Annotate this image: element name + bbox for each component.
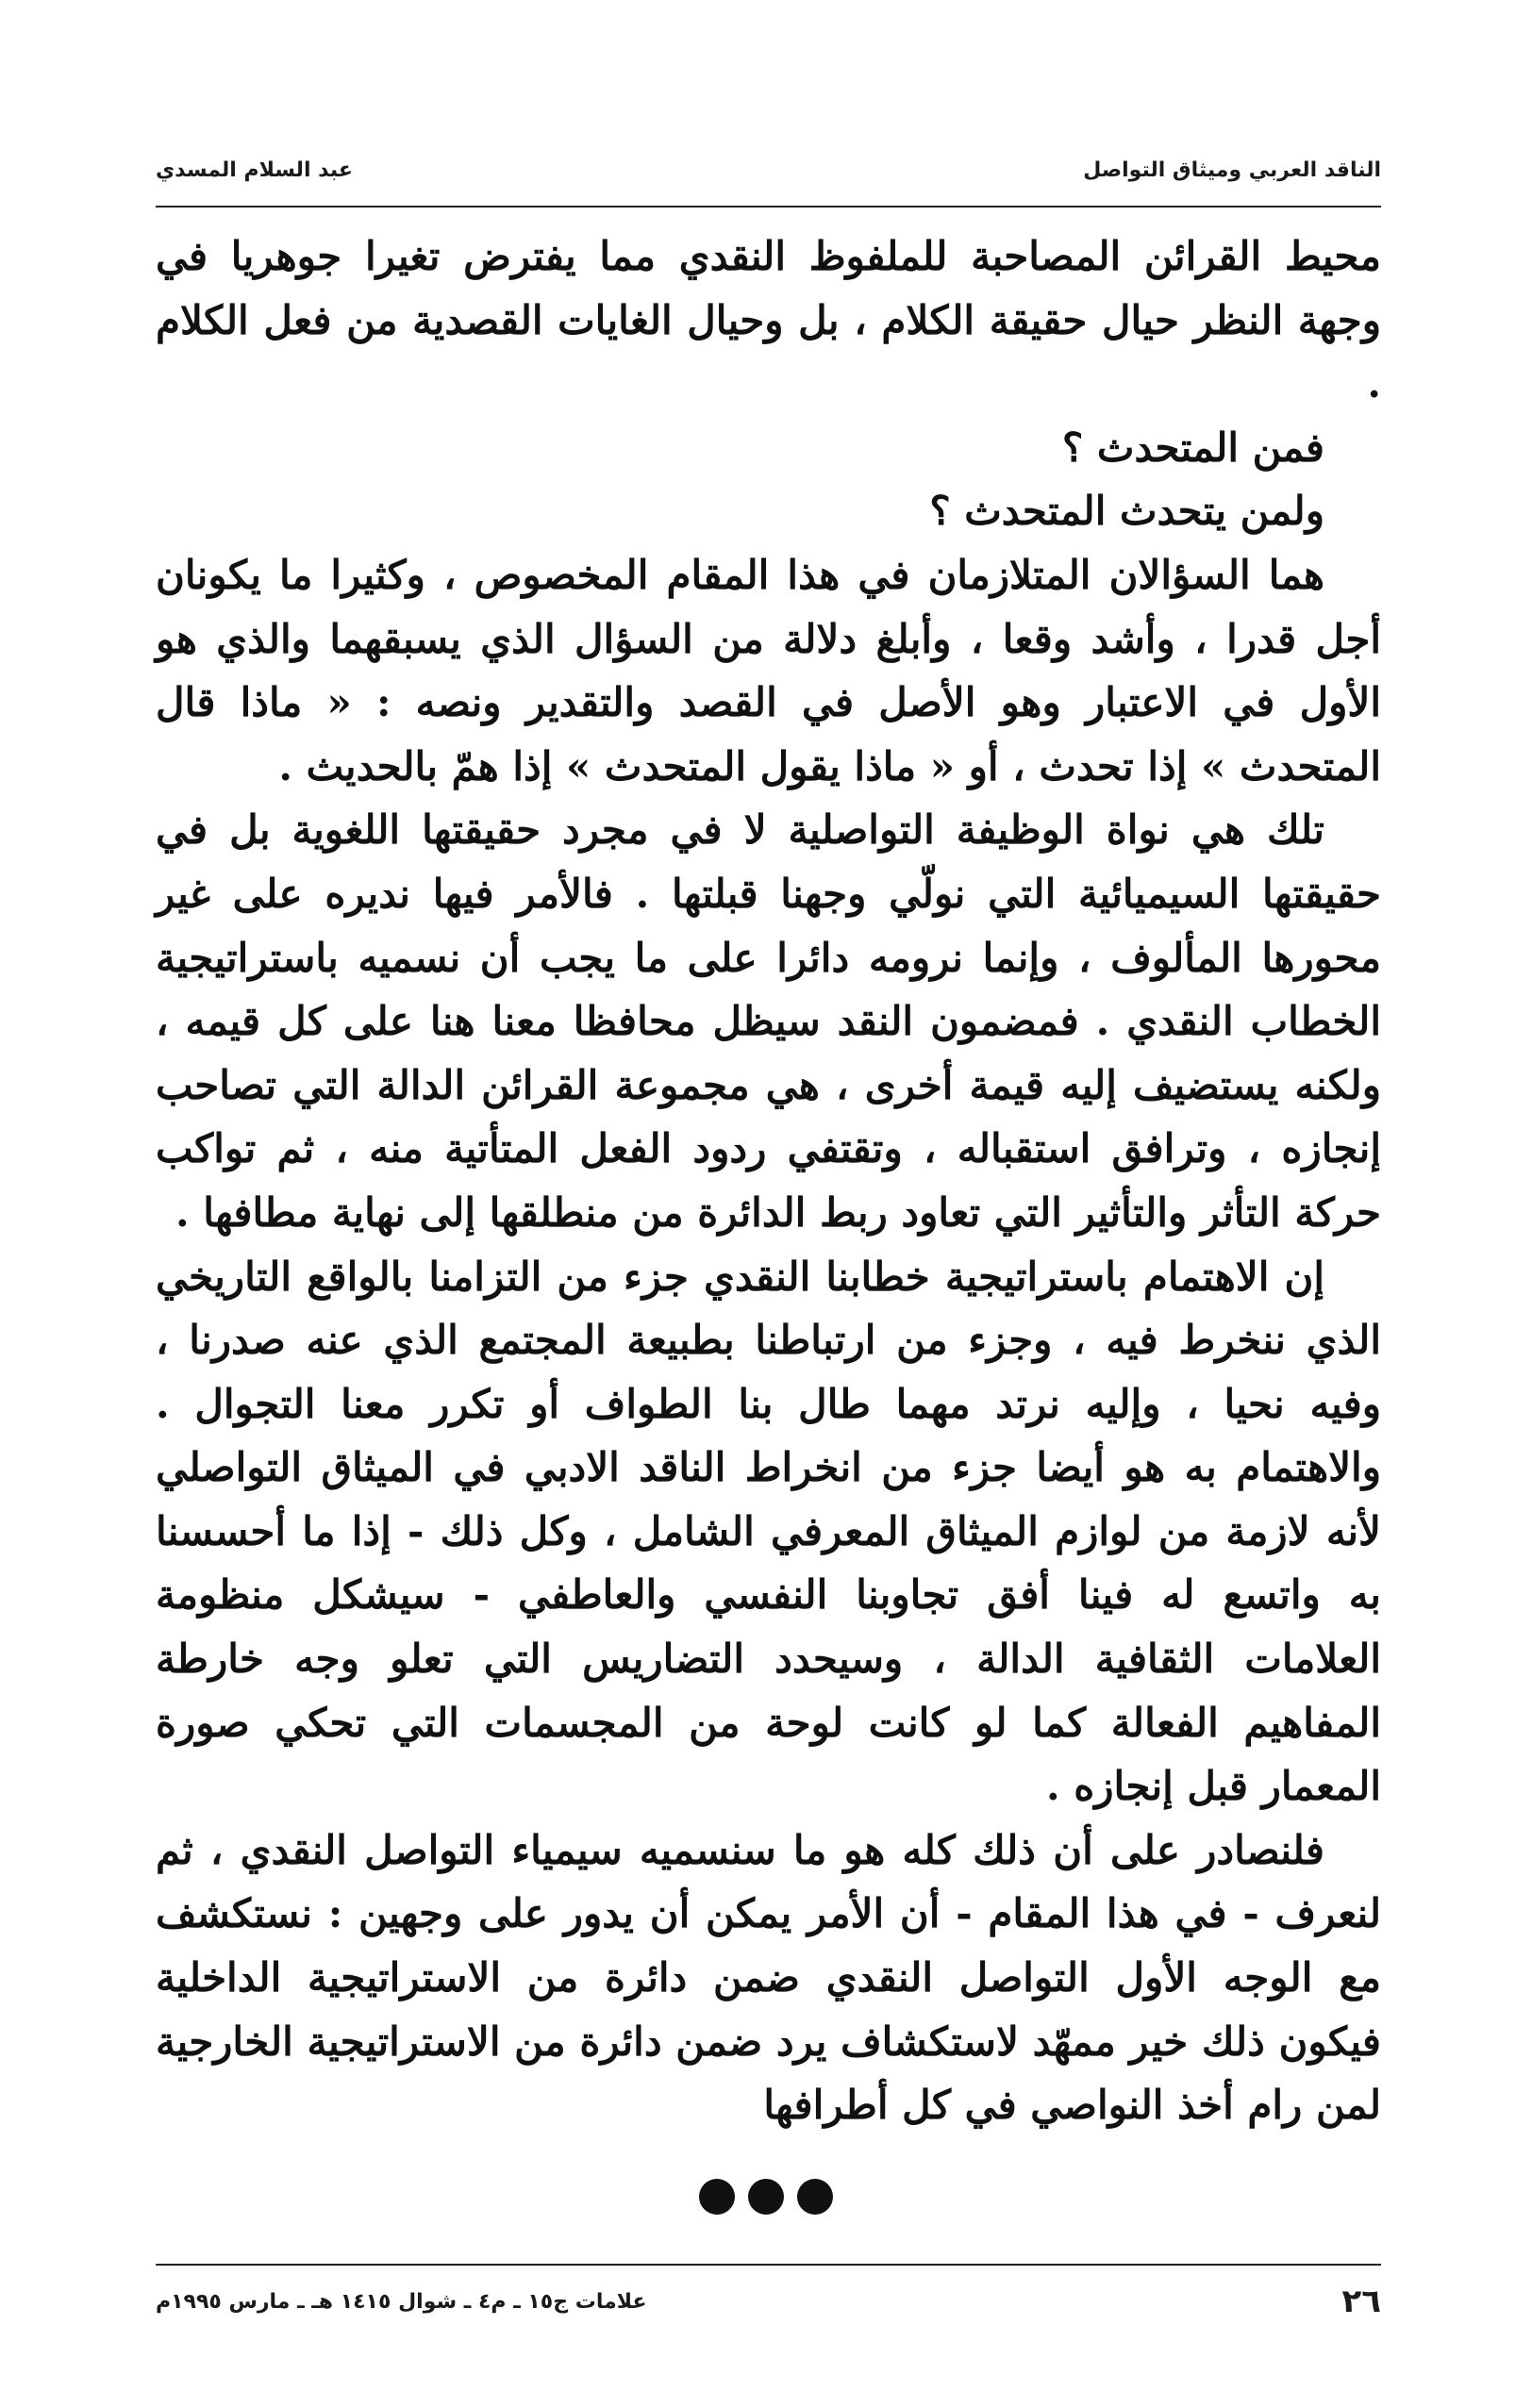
running-footer [156,2273,1381,2330]
header-author: عبد السلام المسدي [156,158,353,182]
paragraph-question-1: فمن المتحدث ؟ [1062,423,1324,471]
running-header [156,141,1381,198]
paragraph-continued: محيط القرائن المصاحبة للملفوظ النقدي مما يفترض تغيرا جوهريا في وجهة النظر حيال حقيقة الكلام ، بل وحيال الغايات القصدية من فعل الكلام . [156,233,1381,407]
paragraph: هما السؤالان المتلازمان في هذا المقام المخصوص ، وكثيرا ما يكونان أجل قدرا ، وأشد وقعا ، وأبلغ دلالة من السؤال الذي يسبقهما والذي هو الأول في الاعتبار وهو الأصل في القصد والتقدير ونصه : « ماذا قال المتحدث » إذا تحدث ، أو « ماذا يقول المتحدث » إذا همّ بالحديث . [156,551,1381,789]
section-end-ornament [0,2179,1532,2215]
header-book-title: الناقد العربي وميثاق التواصل [1083,158,1381,182]
paragraph: تلك هي نواة الوظيفة التواصلية لا في مجرد حقيقتها اللغوية بل في حقيقتها السيميائية التي نولّي وجهنا قبلتها . فالأمر فيها نديره على غير محورها المألوف ، وإنما نرومه دائرا على ما يجب أن نسميه باستراتيجية الخطاب النقدي . فمضمون النقد سيظل محافظا معنا هنا على كل قيمه ، ولكنه يستضيف إليه قيمة أخرى ، هي مجموعة القرائن الدالة التي تصاحب إنجازه ، وترافق استقباله ، وتقتفي ردود الفعل المتأتية منه ، ثم تواكب حركة التأثر والتأثير التي تعاود ربط الدائرة من منطلقها إلى نهاية مطافها . [156,806,1381,1236]
ornament-dot [699,2179,735,2215]
body-text [156,224,1381,2137]
issue-info: علامات ج١٥ ـ م٤ ـ شوال ١٤١٥ هـ ـ مارس ١٩٩٥م [156,2289,647,2314]
paragraph: إن الاهتمام باستراتيجية خطابنا النقدي جزء من التزامنا بالواقع التاريخي الذي ننخرط فيه ، وجزء من ارتباطنا بطبيعة المجتمع الذي عنه صدرنا ، وفيه نحيا ، وإليه نرتد مهما طال بنا الطواف أو تكرر معنا التجوال . والاهتمام به هو أيضا جزء من انخراط الناقد الادبي في الميثاق التواصلي لأنه لازمة من لوازم الميثاق المعرفي الشامل ، وكل ذلك - إذا ما أحسسنا به واتسع له فينا أفق تجاوبنا النفسي والعاطفي - سيشكل منظومة العلامات الثقافية الدالة ، وسيحدد التضاريس التي تعلو وجه خارطة المفاهيم الفعالة كما لو كانت لوحة من المجسمات التي تحكي صورة المعمار قبل إنجازه . [156,1253,1381,1810]
header-divider [156,206,1381,208]
paragraph-question-2: ولمن يتحدث المتحدث ؟ [929,488,1324,535]
page-number: ٢٦ [1341,2283,1381,2320]
ornament-dot [748,2179,784,2215]
footer-divider [156,2264,1381,2266]
ornament-dot [797,2179,833,2215]
paragraph: فلنصادر على أن ذلك كله هو ما سنسميه سيمياء التواصل النقدي ، ثم لنعرف - في هذا المقام - أن الأمر يمكن أن يدور على وجهين : نستكشف مع الوجه الأول التواصل النقدي ضمن دائرة من الاستراتيجية الداخلية فيكون ذلك خير ممهّد لاستكشاف يرد ضمن دائرة من الاستراتيجية الخارجية لمن رام أخذ النواصي في كل أطرافها [156,1826,1381,2129]
